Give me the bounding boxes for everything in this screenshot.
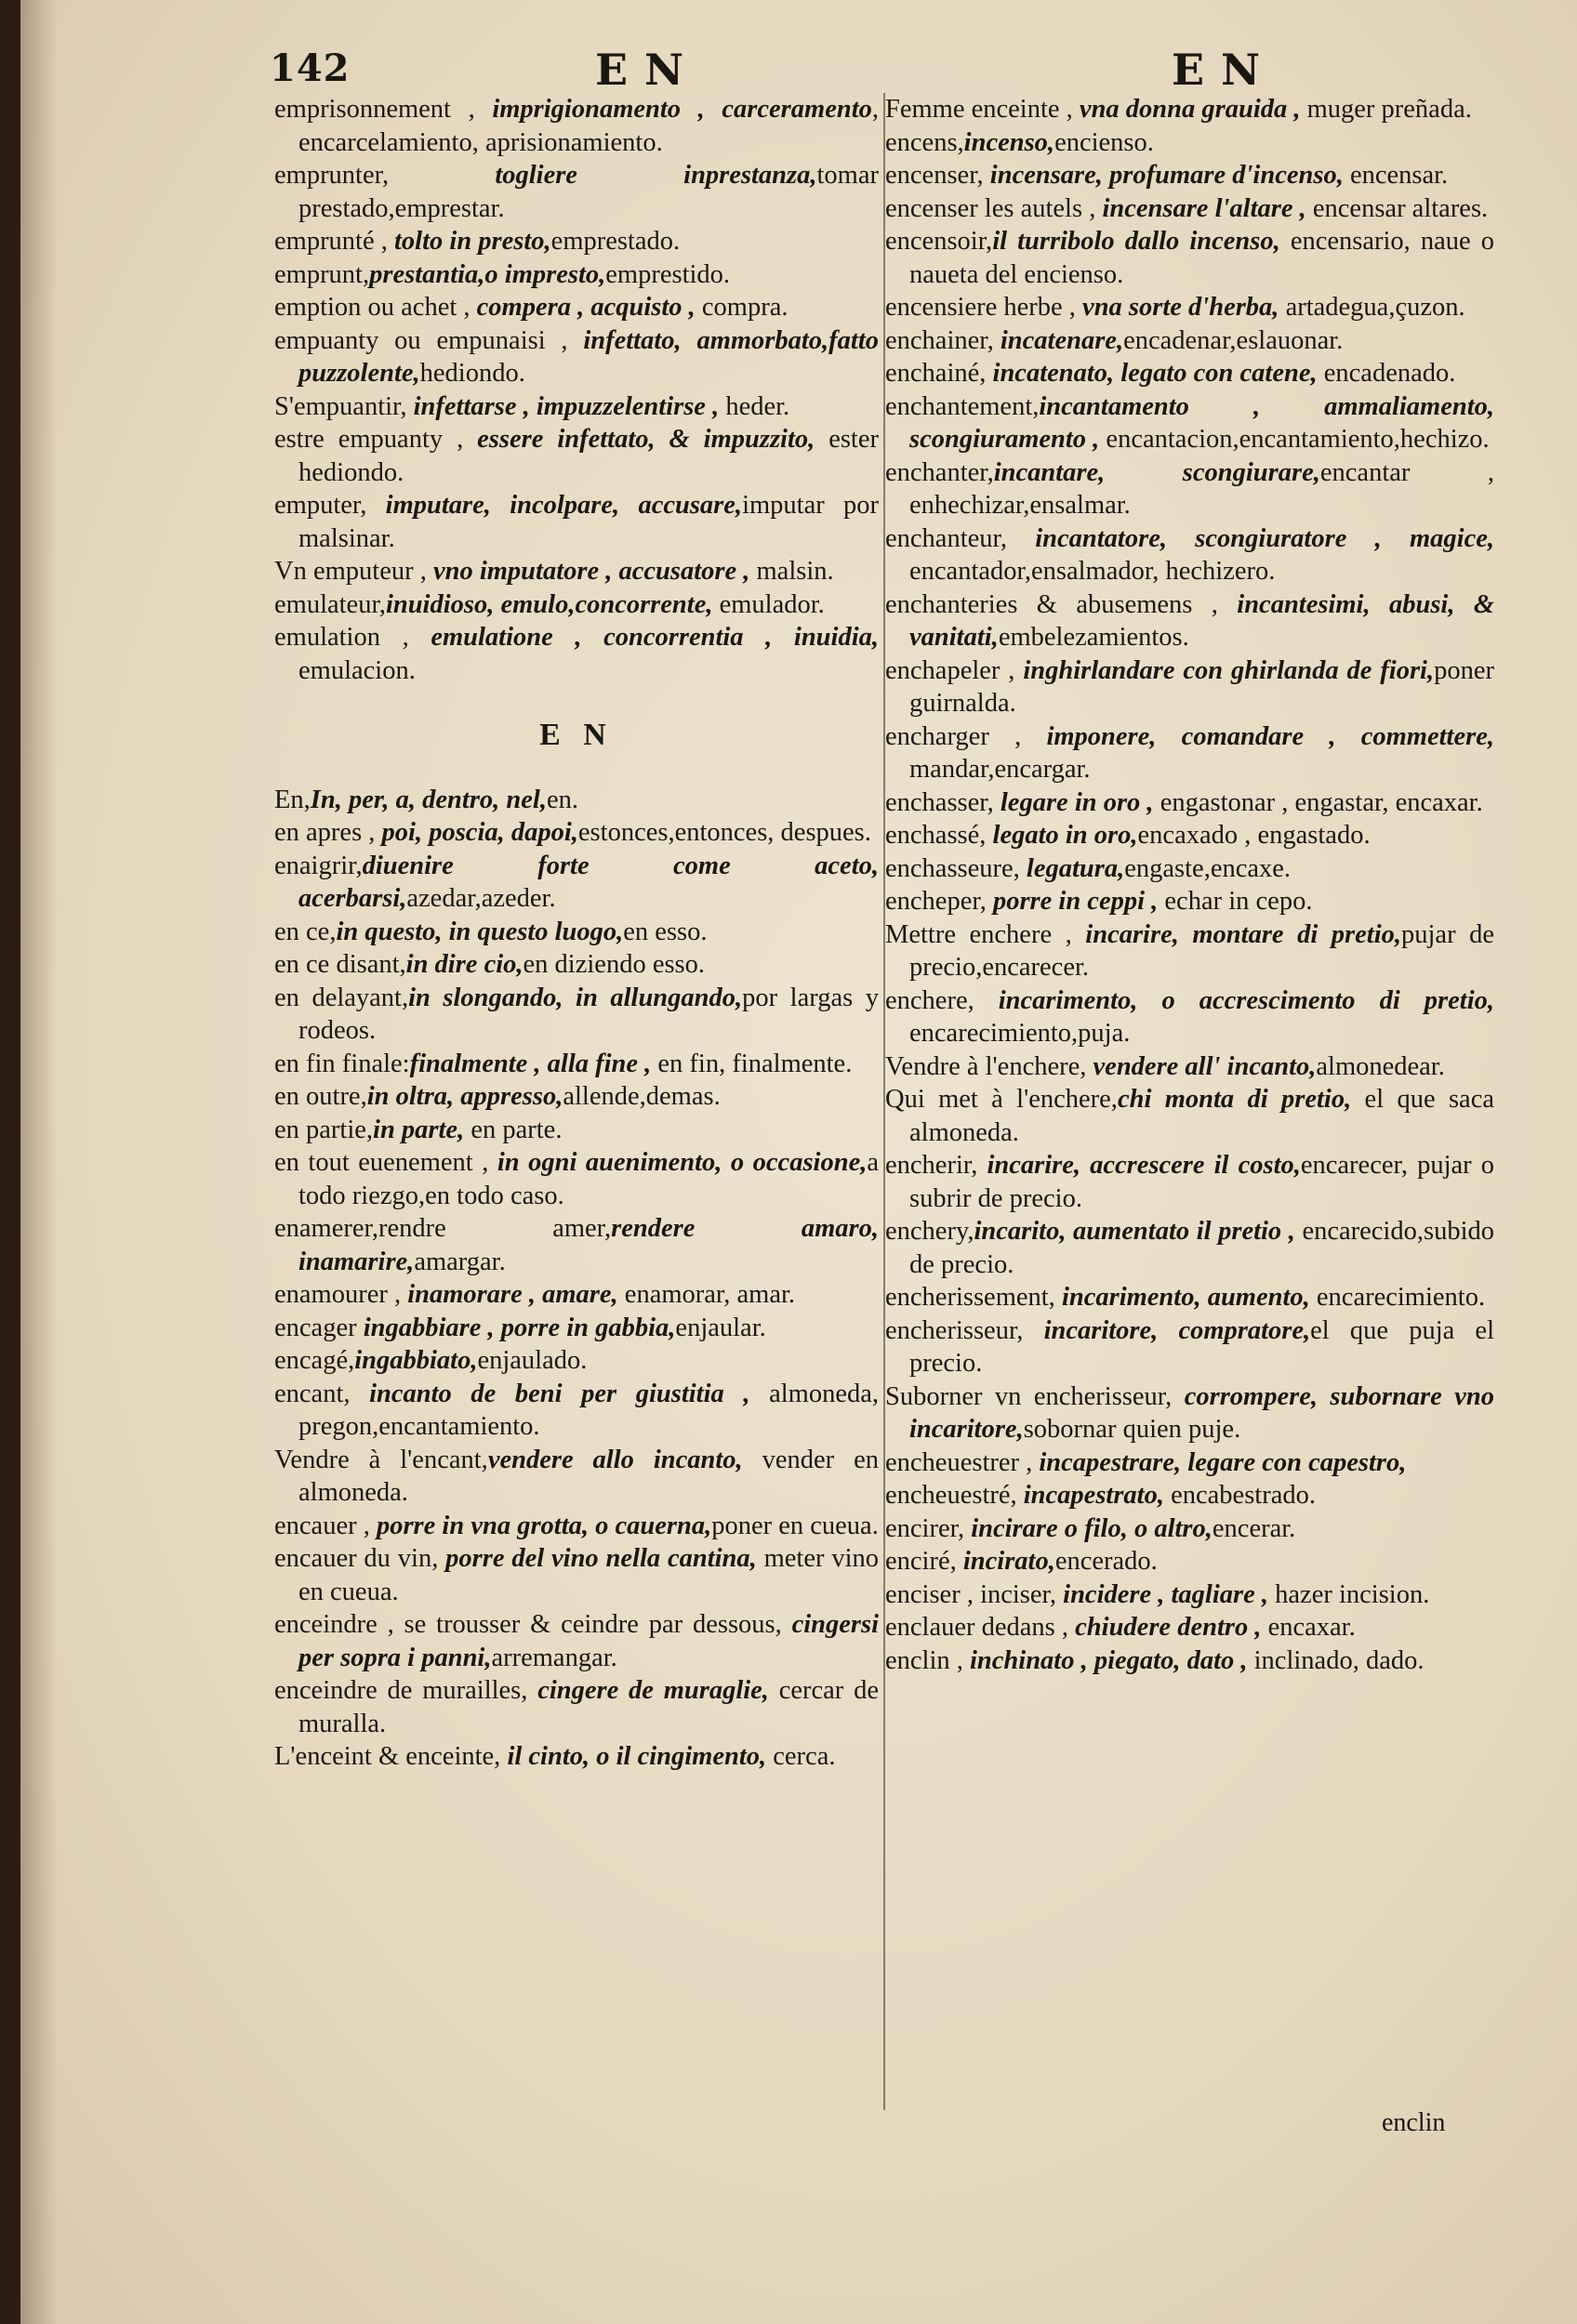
entry-italian: vna sorte d'herba, (1082, 293, 1279, 322)
entry-headword: enclin , (885, 1645, 971, 1675)
entry-italian: compera , acquisto , (476, 293, 696, 322)
dictionary-entry (274, 948, 879, 982)
entry-spanish: en diziendo esso. (523, 950, 706, 979)
entry-headword: empuanty ou empunaisi , (274, 325, 584, 355)
entry-spanish: estonces,entonces, despues. (577, 818, 871, 847)
catchword: enclin (1382, 2108, 1446, 2137)
dictionary-entry (274, 621, 879, 687)
entry-italian: finalmente , alla fine , (409, 1049, 652, 1078)
entry-headword: emputer, (274, 491, 386, 520)
entry-italian: imponere, comandare , commettere, (1046, 721, 1494, 751)
entry-italian: cingere de muraglie, (537, 1676, 769, 1705)
dictionary-entry (885, 819, 1494, 852)
entry-spanish: emulacion. (298, 655, 416, 685)
entry-spanish: en parte. (464, 1115, 563, 1144)
dictionary-entry (885, 357, 1494, 390)
left-column (274, 93, 879, 1774)
entry-spanish: engaste,encaxe. (1124, 853, 1292, 883)
entry-spanish: encensar. (1343, 161, 1449, 190)
entry-spanish: encarecimiento,puja. (909, 1019, 1131, 1048)
entry-headword: enciré, (885, 1547, 963, 1576)
dictionary-entry (885, 1644, 1494, 1678)
entry-spanish: enamorar, amar. (617, 1280, 796, 1309)
entry-spanish: hazer incision. (1268, 1579, 1430, 1609)
entry-italian: ingabbiare , porre in gabbia, (363, 1313, 676, 1342)
entry-italian: cingersi per sopra i panni, (298, 1610, 879, 1672)
entry-headword: emulation , (274, 623, 431, 652)
entry-italian: inchinato , piegato, dato , (970, 1645, 1248, 1675)
dictionary-entry (274, 784, 879, 817)
dictionary-entry (274, 159, 879, 225)
entry-spanish: inclinado, dado. (1247, 1645, 1425, 1675)
entry-italian: incarire, accrescere il costo, (987, 1151, 1301, 1180)
dictionary-entry (274, 588, 879, 622)
entry-italian: infettarse , impuzzelentirse , (413, 391, 720, 421)
entry-italian: il cinto, o il cingimento, (507, 1742, 767, 1771)
entry-headword: encirer, (885, 1513, 972, 1543)
entry-italian: infettato, ammorbato,fatto puzzolente, (298, 325, 879, 388)
entry-headword: encensoir, (885, 227, 993, 256)
entry-italian: legato in oro, (992, 821, 1138, 850)
entry-headword: enchainer, (885, 325, 1001, 355)
dictionary-entry (274, 93, 879, 159)
dictionary-entry (885, 1578, 1494, 1612)
entry-italian: incapestrare, legare con capestro, (1039, 1447, 1407, 1477)
entry-spanish: imputar por malsinar. (298, 491, 879, 553)
dictionary-entry (885, 324, 1494, 358)
entry-italian: in questo, in questo luogo, (336, 917, 624, 946)
entry-spanish: engastonar , engastar, encaxar. (1153, 787, 1483, 817)
entry-italian: incatenato, legato con catene, (992, 359, 1318, 388)
running-head-left: EN (595, 45, 701, 95)
entry-italian: incensare l'altare , (1102, 193, 1306, 223)
dictionary-entry (274, 390, 879, 424)
dictionary-entry (274, 1740, 879, 1774)
dictionary-entry (274, 1674, 879, 1740)
entry-headword: enchapeler , (885, 655, 1024, 685)
entry-italian: porre in vna grotta, o cauerna, (376, 1511, 712, 1540)
dictionary-entry (274, 489, 879, 555)
dictionary-entry (885, 522, 1494, 588)
entry-spanish: meter vino en cueua. (298, 1544, 879, 1606)
entry-headword: encauer du vin, (274, 1544, 446, 1573)
entry-italian: emulatione , concorrentia , inuidia, (431, 623, 879, 652)
entry-spanish: almonedear. (1316, 1051, 1445, 1081)
dictionary-entry (885, 786, 1494, 820)
dictionary-entry (885, 852, 1494, 886)
entry-headword: enchanter, (885, 457, 994, 487)
entry-spanish: artadegua,çuzon. (1279, 293, 1465, 322)
entry-headword: enceindre de murailles, (274, 1676, 538, 1705)
entry-italian: incarito, aumentato il pretio , (974, 1217, 1295, 1246)
dictionary-entry (274, 850, 879, 916)
entry-italian: chiudere dentro , (1075, 1613, 1262, 1642)
entry-headword: en outre, (274, 1082, 367, 1111)
entry-spanish: echar in cepo. (1158, 887, 1313, 916)
entry-italian: incantare, scongiurare, (993, 457, 1320, 487)
entry-italian: poi, poscia, dapoi, (381, 818, 578, 847)
entry-italian: rendere amaro, inamarire, (298, 1214, 879, 1276)
entry-headword: encagé, (274, 1346, 355, 1375)
entry-spanish: encerar. (1212, 1513, 1296, 1543)
entry-headword: encenser les autels , (885, 193, 1103, 223)
entry-italian: in ogni auenimento, o occasione, (497, 1148, 868, 1177)
entry-spanish: encensario, naue o naueta del enciensо. (909, 227, 1494, 289)
entry-headword: L'enceint & enceinte, (274, 1742, 508, 1771)
entry-headword: en ce disant, (274, 950, 406, 979)
entry-headword: Qui met à l'enchere, (885, 1085, 1118, 1114)
running-head-right: EN (1172, 45, 1278, 95)
entry-spanish: cercar de muralla. (298, 1676, 879, 1738)
entry-italian: vendere allo incanto, (487, 1445, 743, 1474)
entry-spanish: encabestrado. (1163, 1481, 1316, 1510)
dictionary-entry (274, 555, 879, 588)
entry-spanish: enjaulado. (477, 1346, 588, 1375)
entry-italian: incidere , tagliare , (1063, 1579, 1269, 1609)
dictionary-entry (274, 423, 879, 489)
entry-italian: legatura, (1026, 853, 1125, 883)
entry-headword: emprunt, (274, 259, 370, 289)
left-entries-top (274, 93, 879, 687)
entry-headword: Vendre à l'enchere, (885, 1051, 1093, 1081)
binding-shadow (20, 0, 58, 2324)
dictionary-entry (885, 1083, 1494, 1149)
entry-spanish: heder. (719, 391, 790, 421)
entry-headword: Suborner vn encherisseur, (885, 1381, 1185, 1411)
entry-headword: enchery, (885, 1217, 974, 1246)
dictionary-entry (885, 1545, 1494, 1578)
entry-spanish: encerado. (1054, 1547, 1158, 1576)
entry-italian: tolto in presto, (394, 227, 551, 256)
entry-italian: il turribolo dallo incenso, (992, 227, 1280, 256)
entry-headword: enchasser, (885, 787, 1001, 817)
entry-spanish: emprestado. (550, 227, 681, 256)
entry-italian: incarire, montare di pretio, (1085, 919, 1401, 949)
entry-headword: en delayant, (274, 983, 409, 1012)
entry-spanish: pujar de precio,encarecer. (909, 919, 1494, 982)
entry-spanish: encarecimiento. (1309, 1283, 1486, 1312)
entry-spanish: tomar prestado,emprestar. (298, 161, 879, 223)
dictionary-entry (885, 1215, 1494, 1281)
binding-edge (0, 0, 20, 2324)
entry-headword: encant, (274, 1379, 370, 1408)
entry-spanish: almoneda, pregon,encantamiento. (298, 1379, 879, 1441)
entry-italian: togliere inprestanza, (495, 161, 817, 190)
entry-spanish: encensar altares. (1305, 193, 1489, 223)
entry-spanish: encarecido,subido de precio. (909, 1217, 1494, 1279)
entry-spanish: en esso. (623, 917, 708, 946)
dictionary-entry (885, 984, 1494, 1050)
entry-spanish: poner en cueua. (711, 1511, 879, 1540)
dictionary-entry (274, 1212, 879, 1278)
entry-headword: enciser , inciser, (885, 1579, 1064, 1609)
dictionary-entry (885, 1281, 1494, 1314)
entry-headword: Mettre enchere , (885, 919, 1086, 949)
entry-italian: legare in oro , (1000, 787, 1154, 817)
entry-italian: incirato, (962, 1547, 1055, 1576)
entry-spanish: emulador. (712, 589, 825, 619)
entry-spanish: muger preñada. (1300, 95, 1472, 124)
dictionary-entry (885, 720, 1494, 786)
entry-headword: emulateur, (274, 589, 386, 619)
entry-spanish: en. (546, 785, 578, 814)
entry-headword: enchantement, (885, 391, 1040, 421)
entry-italian: in slongando, in allungando, (408, 983, 743, 1012)
entry-italian: vna donna grauida , (1079, 95, 1301, 124)
dictionary-entry (274, 1444, 879, 1510)
dictionary-entry (885, 159, 1494, 192)
entry-headword: en ce, (274, 917, 337, 946)
entry-italian: imputare, incolpare, accusare, (385, 491, 743, 520)
dictionary-entry (274, 1146, 879, 1212)
entry-italian: incantamento , ammaliamento, scongiuramento , (909, 391, 1494, 454)
dictionary-entry (885, 1050, 1494, 1084)
entry-italian: corrompere, subornare vno incaritore, (909, 1381, 1494, 1444)
entry-headword: enchanteries & abusemens , (885, 589, 1238, 619)
dictionary-entry (885, 1611, 1494, 1644)
entry-spanish: azedar,azeder. (406, 884, 556, 913)
entry-headword: encherisseur, (885, 1315, 1044, 1345)
dictionary-entry (274, 1080, 879, 1114)
dictionary-entry (274, 291, 879, 324)
entry-headword: enchere, (885, 985, 999, 1015)
entry-italian: incensare, profumare d'incenso, (989, 161, 1344, 190)
entry-spanish: encantar , enhechizar,ensalmar. (909, 457, 1494, 520)
left-entries-bottom (274, 784, 879, 1774)
entry-italian: inuidioso, emulo,concorrente, (385, 589, 713, 619)
entry-italian: incaritore, compratore, (1043, 1315, 1311, 1345)
dictionary-entry (885, 1149, 1494, 1215)
dictionary-entry (885, 1479, 1494, 1512)
entry-spanish: sobornar quien puje. (1023, 1415, 1241, 1444)
entry-spanish: encantacion,encantamiento,hechizo. (1099, 425, 1490, 454)
entry-headword: emprunter, (274, 161, 496, 190)
dictionary-entry (274, 1510, 879, 1543)
entry-spanish: mandar,encargar. (909, 755, 1091, 784)
entry-spanish: encadenado. (1317, 359, 1456, 388)
entry-spanish: encarecer, pujar o subrir de precio. (909, 1151, 1494, 1213)
dictionary-entry (274, 324, 879, 390)
dictionary-entry (885, 192, 1494, 226)
entry-spanish: enciensо. (1054, 127, 1154, 157)
entry-headword: enchasseure, (885, 853, 1027, 883)
entry-italian: incantatore, scongiuratore , magice, (1035, 523, 1494, 553)
dictionary-entry (885, 1314, 1494, 1380)
entry-headword: en partie, (274, 1115, 374, 1144)
entry-italian: in oltra, appresso, (366, 1082, 563, 1111)
entry-italian: diuenire forte come aceto, acerbarsi, (298, 851, 879, 913)
dictionary-entry (885, 654, 1494, 720)
dictionary-entry (274, 1378, 879, 1444)
entry-headword: encheper, (885, 887, 993, 916)
entry-italian: porre del vino nella cantina, (445, 1544, 757, 1573)
entry-spanish: allende,demas. (563, 1082, 721, 1111)
dictionary-entry (885, 126, 1494, 160)
entry-italian: ingabbiato, (354, 1346, 478, 1375)
entry-spanish: encaxado , engastado. (1137, 821, 1371, 850)
entry-spanish: a todo riezgo,en todo caso. (298, 1148, 879, 1210)
entry-italian: vno imputatore , accusatore , (432, 557, 750, 586)
entry-headword: enceindre , se trousser & ceindre par dessous, (274, 1610, 792, 1639)
entry-italian: incatenare, (1000, 325, 1124, 355)
dictionary-entry (274, 258, 879, 292)
entry-headword: encauer , (274, 1511, 377, 1540)
dictionary-entry (885, 390, 1494, 456)
entry-spanish: arremangar. (491, 1643, 617, 1672)
dictionary-entry (274, 816, 879, 850)
dictionary-entry (274, 1608, 879, 1674)
entry-italian: chi monta di pretio, (1117, 1085, 1352, 1114)
entry-spanish: amargar. (414, 1247, 506, 1276)
entry-spanish: ester hediondo. (298, 425, 879, 487)
dictionary-entry (274, 225, 879, 258)
entry-headword: en tout euenement , (274, 1148, 497, 1177)
dictionary-entry (274, 1114, 879, 1147)
entry-headword: emprunté , (274, 227, 395, 256)
entry-italian: in dire cio, (405, 950, 523, 979)
entry-italian: In, per, a, dentro, nel, (310, 785, 547, 814)
entry-italian: incarimento, aumento, (1061, 1283, 1310, 1312)
entry-headword: enamourer , (274, 1280, 408, 1309)
entry-spanish: encadenar,eslauonar. (1123, 325, 1344, 355)
entry-headword: Vn emputeur , (274, 557, 433, 586)
entry-headword: emprisonnement , (274, 95, 493, 124)
dictionary-entry (885, 291, 1494, 324)
dictionary-entry (274, 1542, 879, 1608)
dictionary-entry (885, 885, 1494, 918)
entry-spanish: encantador,ensalmador, hechizero. (909, 557, 1276, 586)
entry-spanish: emprestido. (605, 259, 731, 289)
entry-spanish: encaxar. (1261, 1613, 1356, 1642)
entry-headword: encenser, (885, 161, 990, 190)
entry-italian: incanto de beni per giustitia , (369, 1379, 750, 1408)
entry-headword: estre empuanty , (274, 425, 478, 454)
entry-headword: en fin finale: (274, 1049, 410, 1078)
entry-italian: incirare o filo, o altro, (971, 1513, 1213, 1543)
dictionary-entry (274, 1344, 879, 1378)
entry-spanish: vender en almoneda. (298, 1445, 879, 1507)
right-column (885, 93, 1494, 1677)
entry-italian: in parte, (373, 1115, 465, 1144)
section-heading: E N (539, 718, 614, 752)
entry-headword: en apres , (274, 818, 382, 847)
entry-headword: Femme enceinte , (885, 95, 1080, 124)
entry-headword: encherir, (885, 1151, 987, 1180)
entry-spanish: el que puja el precio. (909, 1315, 1494, 1378)
entry-italian: inamorare , amare, (407, 1280, 618, 1309)
entry-headword: enchainé, (885, 359, 993, 388)
entry-italian: inghirlandare con ghirlanda de fiori, (1023, 655, 1435, 685)
entry-headword: encens, (885, 127, 964, 157)
entry-headword: enaigrir, (274, 851, 363, 880)
entry-headword: En, (274, 785, 311, 814)
entry-italian: incapestrato, (1023, 1481, 1164, 1510)
entry-spanish: hediondo. (419, 359, 525, 388)
entry-italian: incenso, (963, 127, 1055, 157)
entry-spanish: por largas y rodeos. (298, 983, 880, 1045)
entry-headword: Vendre à l'encant, (274, 1445, 488, 1474)
entry-spanish: cerca. (766, 1742, 836, 1771)
entry-headword: encager (274, 1313, 364, 1342)
dictionary-entry (885, 588, 1494, 654)
dictionary-entry (885, 225, 1494, 291)
entry-spanish: compra. (695, 293, 788, 322)
entry-headword: enclauer dedans , (885, 1613, 1076, 1642)
entry-headword: enchanteur, (885, 523, 1036, 553)
dictionary-entry (274, 1048, 879, 1081)
entry-italian: prestantia,o impresto, (369, 259, 606, 289)
entry-headword: encensiere herbe , (885, 293, 1083, 322)
dictionary-entry (274, 1278, 879, 1312)
entry-headword: encheuestré, (885, 1481, 1024, 1510)
dictionary-entry (274, 1312, 879, 1345)
dictionary-entry (274, 982, 879, 1048)
entry-spanish: poner guirnalda. (909, 655, 1494, 718)
dictionary-entry (274, 916, 879, 949)
dictionary-entry (885, 1446, 1494, 1480)
entry-spanish: en fin, finalmente. (651, 1049, 853, 1078)
entry-spanish: el que saca almoneda. (909, 1085, 1494, 1147)
right-entries (885, 93, 1494, 1677)
entry-spanish: enjaular. (675, 1313, 766, 1342)
page-number: 142 (270, 46, 351, 90)
entry-italian: vendere all' incanto, (1093, 1051, 1317, 1081)
dictionary-entry (885, 1512, 1494, 1546)
entry-headword: emption ou achet , (274, 293, 477, 322)
entry-italian: incantesimi, abusi, & vanitati, (909, 589, 1494, 652)
dictionary-entry (885, 456, 1494, 522)
entry-headword: encharger , (885, 721, 1047, 751)
entry-spanish: malsin. (749, 557, 834, 586)
dictionary-entry (885, 918, 1494, 984)
entry-italian: porre in ceppi , (992, 887, 1159, 916)
entry-headword: enamerer,rendre amer, (274, 1214, 612, 1243)
entry-italian: incarimento, o accrescimento di pretio, (998, 985, 1494, 1015)
entry-italian: essere infettato, & impuzzito, (477, 425, 815, 454)
entry-headword: S'empuantir, (274, 391, 414, 421)
entry-spanish: embelezamientos. (998, 623, 1189, 652)
entry-headword: encheuestrer , (885, 1447, 1040, 1477)
dictionary-entry (885, 93, 1494, 126)
dictionary-entry (885, 1380, 1494, 1446)
entry-spanish: , encarcelamiento, aprisionamiento. (298, 95, 879, 157)
entry-italian: imprigionamento , carceramento (492, 95, 872, 124)
entry-headword: encherissement, (885, 1283, 1062, 1312)
entry-headword: enchassé, (885, 821, 993, 850)
